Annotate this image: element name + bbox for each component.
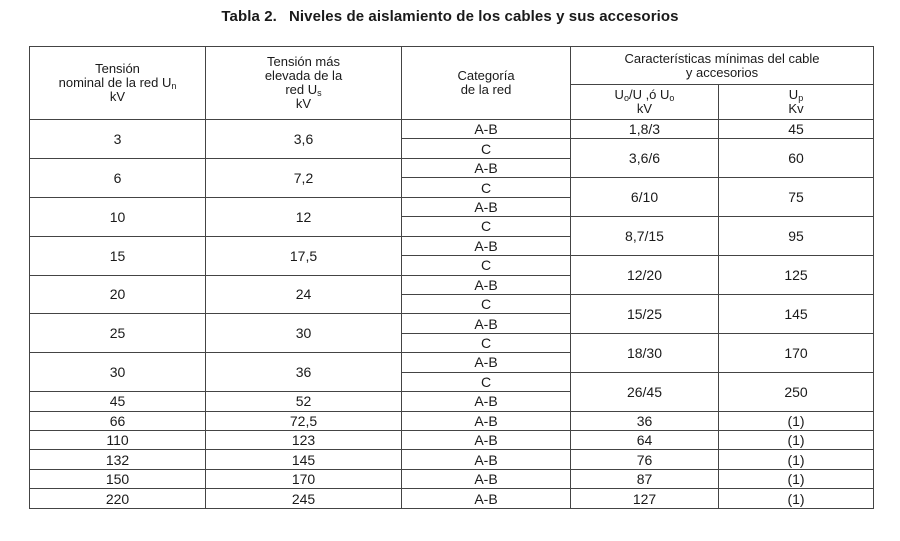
max-voltage-cell: 123 bbox=[206, 431, 402, 450]
category-cell: C bbox=[402, 372, 571, 391]
table-number: Tabla 2. bbox=[221, 8, 277, 25]
category-cell: A-B bbox=[402, 275, 571, 294]
uo-cell: 6/10 bbox=[571, 178, 719, 217]
up-cell: (1) bbox=[719, 431, 874, 450]
category-cell: C bbox=[402, 256, 571, 275]
up-cell: 60 bbox=[719, 139, 874, 178]
category-cell: C bbox=[402, 139, 571, 158]
max-voltage-cell: 52 bbox=[206, 392, 402, 411]
table-body bbox=[30, 120, 874, 509]
category-cell: A-B bbox=[402, 469, 571, 488]
table-caption: Niveles de aislamiento de los cables y sus accesorios bbox=[288, 8, 679, 25]
category-cell: A-B bbox=[402, 450, 571, 469]
header-up: $U_p$ Kv bbox=[719, 85, 874, 120]
category-cell: A-B bbox=[402, 411, 571, 430]
up-cell: 125 bbox=[719, 256, 874, 295]
nominal-voltage-cell: 150 bbox=[30, 469, 206, 488]
nominal-voltage-cell: 25 bbox=[30, 314, 206, 353]
max-voltage-cell: 17,5 bbox=[206, 236, 402, 275]
uo-cell: 26/45 bbox=[571, 372, 719, 411]
category-cell: A-B bbox=[402, 353, 571, 372]
up-cell: (1) bbox=[719, 450, 874, 469]
uo-cell: 18/30 bbox=[571, 333, 719, 372]
uo-cell: 127 bbox=[571, 489, 719, 508]
max-voltage-cell: 36 bbox=[206, 353, 402, 392]
header-nominal-voltage: Tensión nominal de la red $U_n$ kV bbox=[30, 47, 206, 120]
category-cell: A-B bbox=[402, 314, 571, 333]
uo-cell: 8,7/15 bbox=[571, 217, 719, 256]
up-cell: (1) bbox=[719, 411, 874, 430]
nominal-voltage-cell: 30 bbox=[30, 353, 206, 392]
up-cell: 170 bbox=[719, 333, 874, 372]
category-cell: A-B bbox=[402, 489, 571, 508]
nominal-voltage-cell: 3 bbox=[30, 120, 206, 159]
up-cell: 45 bbox=[719, 120, 874, 139]
header-uo: $U_o/U$ ,ó $U_o$ kV bbox=[571, 85, 719, 120]
up-cell: (1) bbox=[719, 489, 874, 508]
nominal-voltage-cell: 66 bbox=[30, 411, 206, 430]
nominal-voltage-cell: 132 bbox=[30, 450, 206, 469]
up-cell: (1) bbox=[719, 469, 874, 488]
max-voltage-cell: 3,6 bbox=[206, 120, 402, 159]
category-cell: A-B bbox=[402, 431, 571, 450]
table-row bbox=[30, 120, 874, 139]
category-cell: C bbox=[402, 333, 571, 352]
uo-cell: 12/20 bbox=[571, 256, 719, 295]
uo-cell: 36 bbox=[571, 411, 719, 430]
nominal-voltage-cell: 15 bbox=[30, 236, 206, 275]
nominal-voltage-cell: 110 bbox=[30, 431, 206, 450]
category-cell: A-B bbox=[402, 158, 571, 177]
table-row bbox=[30, 489, 874, 508]
uo-cell: 1,8/3 bbox=[571, 120, 719, 139]
max-voltage-cell: 24 bbox=[206, 275, 402, 314]
max-voltage-cell: 12 bbox=[206, 197, 402, 236]
uo-cell: 76 bbox=[571, 450, 719, 469]
category-cell: C bbox=[402, 217, 571, 236]
up-cell: 75 bbox=[719, 178, 874, 217]
nominal-voltage-cell: 20 bbox=[30, 275, 206, 314]
category-cell: A-B bbox=[402, 236, 571, 255]
uo-cell: 87 bbox=[571, 469, 719, 488]
table-row bbox=[30, 450, 874, 469]
category-cell: A-B bbox=[402, 197, 571, 216]
up-cell: 95 bbox=[719, 217, 874, 256]
up-cell: 145 bbox=[719, 294, 874, 333]
insulation-levels-table bbox=[29, 46, 874, 509]
category-cell: A-B bbox=[402, 392, 571, 411]
max-voltage-cell: 7,2 bbox=[206, 158, 402, 197]
uo-cell: 3,6/6 bbox=[571, 139, 719, 178]
category-cell: C bbox=[402, 178, 571, 197]
category-cell: C bbox=[402, 294, 571, 313]
uo-cell: 15/25 bbox=[571, 294, 719, 333]
up-cell: 250 bbox=[719, 372, 874, 411]
table-row bbox=[30, 411, 874, 430]
nominal-voltage-cell: 10 bbox=[30, 197, 206, 236]
nominal-voltage-cell: 6 bbox=[30, 158, 206, 197]
header-minimum-characteristics: Características mínimas del cable y accesorios bbox=[571, 47, 874, 85]
max-voltage-cell: 72,5 bbox=[206, 411, 402, 430]
max-voltage-cell: 145 bbox=[206, 450, 402, 469]
max-voltage-cell: 170 bbox=[206, 469, 402, 488]
uo-cell: 64 bbox=[571, 431, 719, 450]
table-row bbox=[30, 431, 874, 450]
table-row bbox=[30, 469, 874, 488]
header-max-voltage: Tensión más elevada de la red $U_s$ kV bbox=[206, 47, 402, 120]
table-title bbox=[0, 8, 900, 25]
nominal-voltage-cell: 220 bbox=[30, 489, 206, 508]
max-voltage-cell: 30 bbox=[206, 314, 402, 353]
category-cell: A-B bbox=[402, 120, 571, 139]
nominal-voltage-cell: 45 bbox=[30, 392, 206, 411]
header-network-category: Categoría de la red bbox=[402, 47, 571, 120]
max-voltage-cell: 245 bbox=[206, 489, 402, 508]
